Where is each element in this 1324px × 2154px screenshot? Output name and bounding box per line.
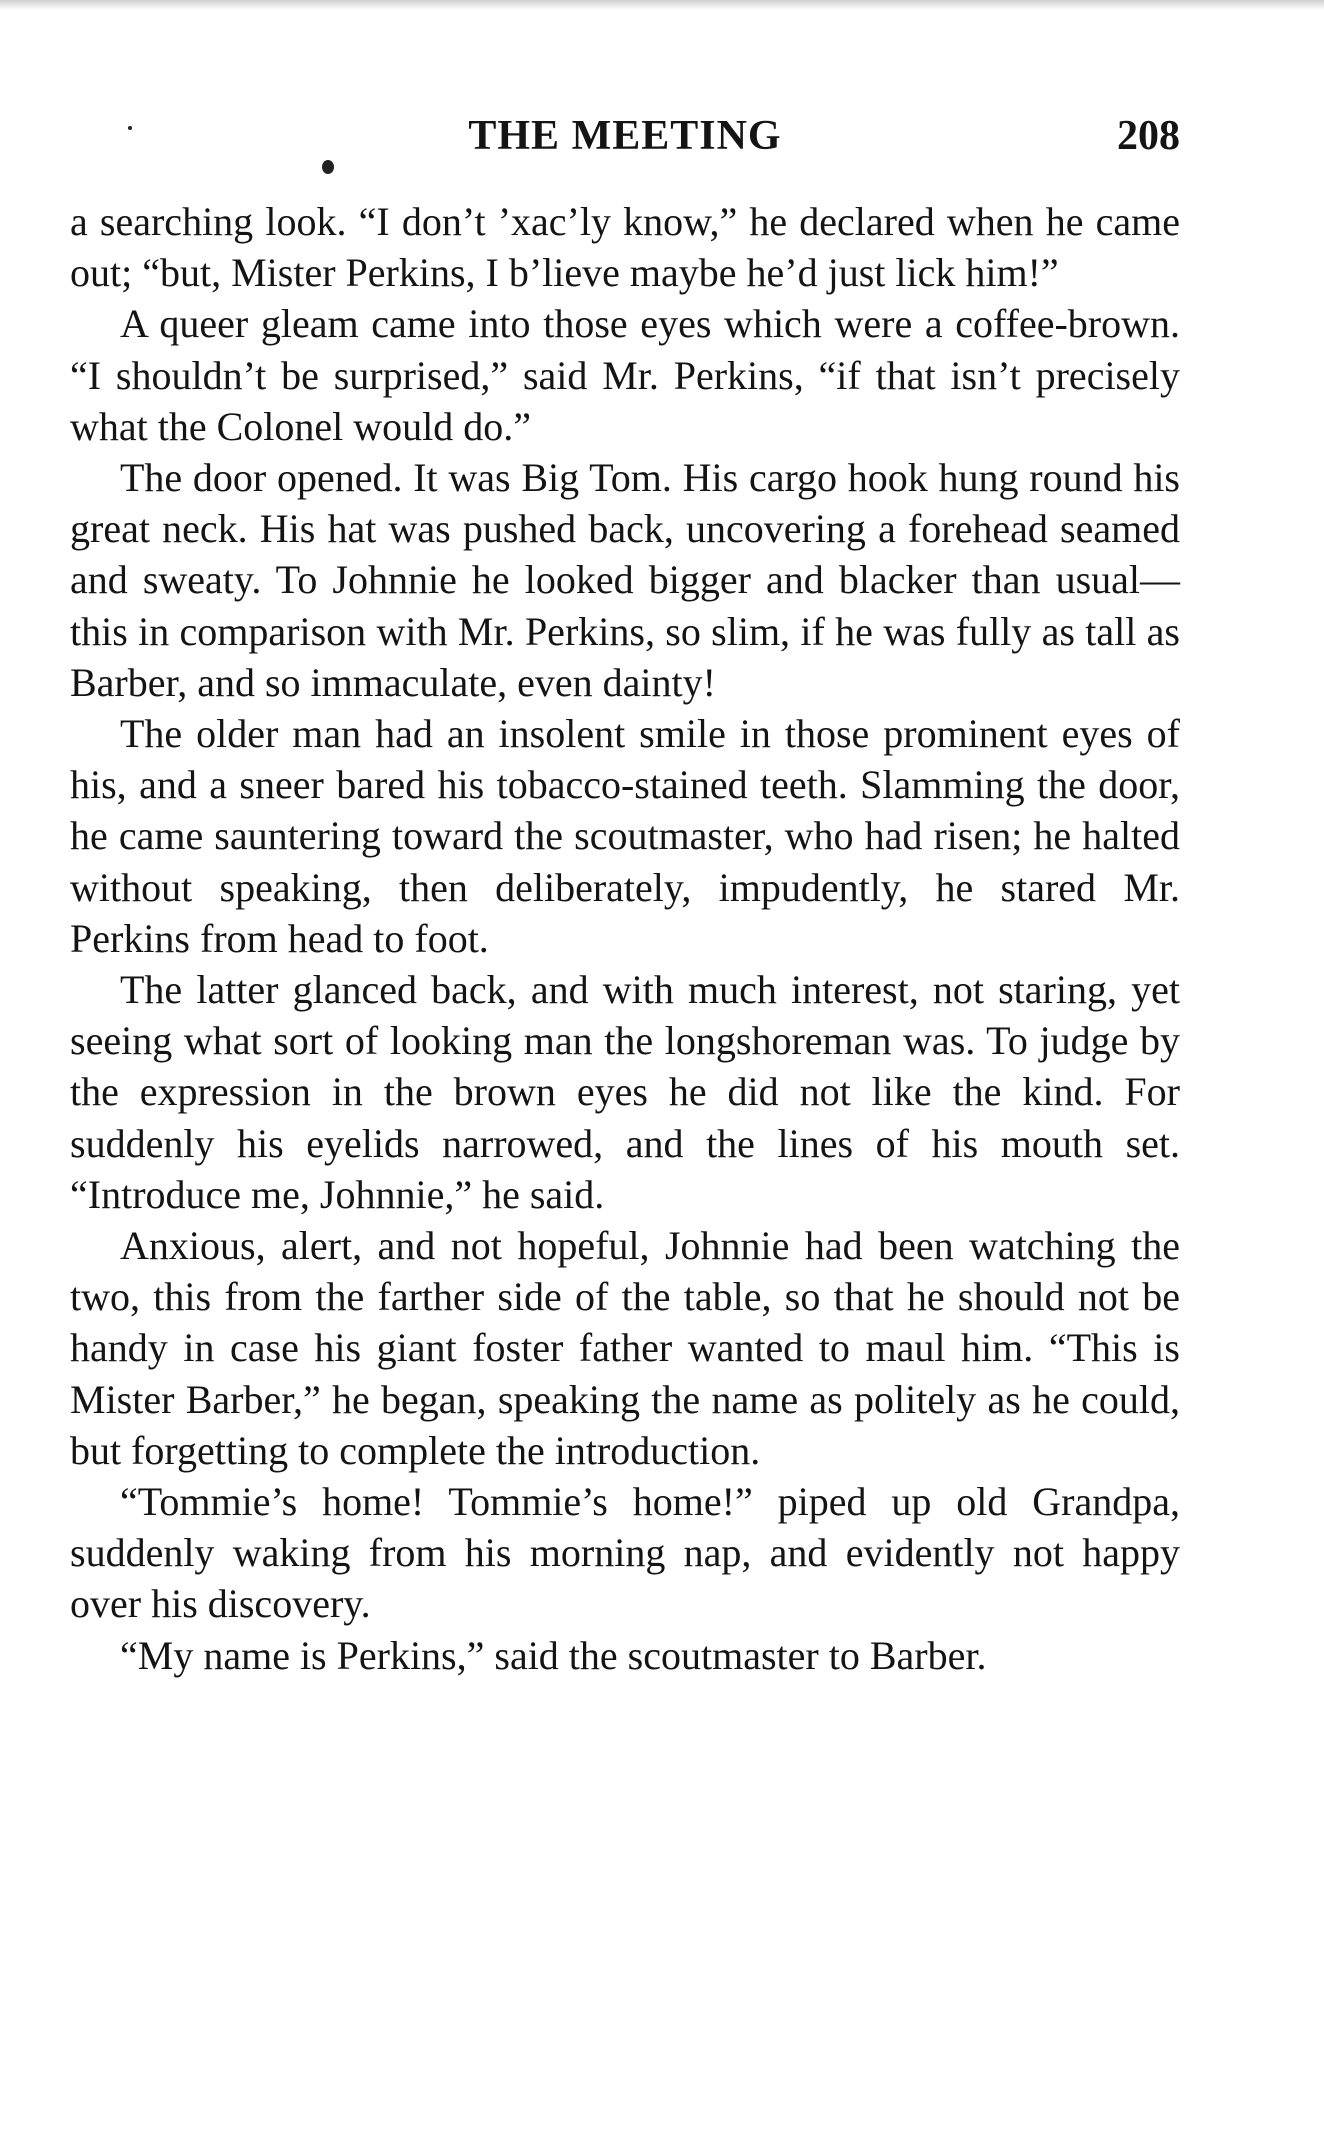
paragraph: A queer gleam came into those eyes which were a coffee-brown. “I shouldn’t be surprised,” said Mr. Perkins, “if that isn’t precisely what the Colonel would do.”	[70, 301, 1180, 449]
paragraph: Anxious, alert, and not hopeful, Johnnie had been watching the two, this from the farther side of the table, so that he should not be handy in case his giant foster father wanted to maul him. “This is Mister Barber,” he began, speaking the name as politely as he could, but forgetting to complete the introduction.	[70, 1223, 1180, 1473]
paragraph: The door opened. It was Big Tom. His cargo hook hung round his great neck. His hat was pushed back, uncovering a forehead seamed and sweaty. To Johnnie he looked bigger and blacker than usual—this in comparison with Mr. Perkins, so slim, if he was fully as tall as Barber, and so immaculate, even dainty!	[70, 455, 1180, 705]
page-number: 208	[1117, 113, 1180, 159]
paragraph: The older man had an insolent smile in those prominent eyes of his, and a sneer bared his tobacco-stained teeth. Slamming the door, he came sauntering toward the scoutmaster, who had risen; he halted without speaking, then deliberately, impudently, he stared Mr. Perkins from head to foot.	[70, 711, 1180, 961]
page-header	[70, 112, 1180, 172]
paragraph: “My name is Perkins,” said the scoutmaster to Barber.	[120, 1632, 987, 1678]
paragraph: “Tommie’s home! Tommie’s home!” piped up old Grandpa, suddenly waking from his morning nap, and evidently not happy over his discovery.	[70, 1479, 1180, 1627]
running-head: THE MEETING	[468, 113, 782, 159]
scan-edge-shadow	[0, 0, 1324, 10]
paragraph: The latter glanced back, and with much interest, not staring, yet seeing what sort of looking man the longshoreman was. To judge by the expression in the brown eyes he did not like the kind. For suddenly his eyelids narrowed, and the lines of his mouth set. “Introduce me, Johnnie,” he said.	[70, 967, 1180, 1217]
body-text	[70, 196, 1180, 1681]
paragraph: a searching look. “I don’t ’xac’ly know,” he declared when he came out; “but, Mister Perkins, I b’lieve maybe he’d just lick him!”	[70, 199, 1180, 296]
